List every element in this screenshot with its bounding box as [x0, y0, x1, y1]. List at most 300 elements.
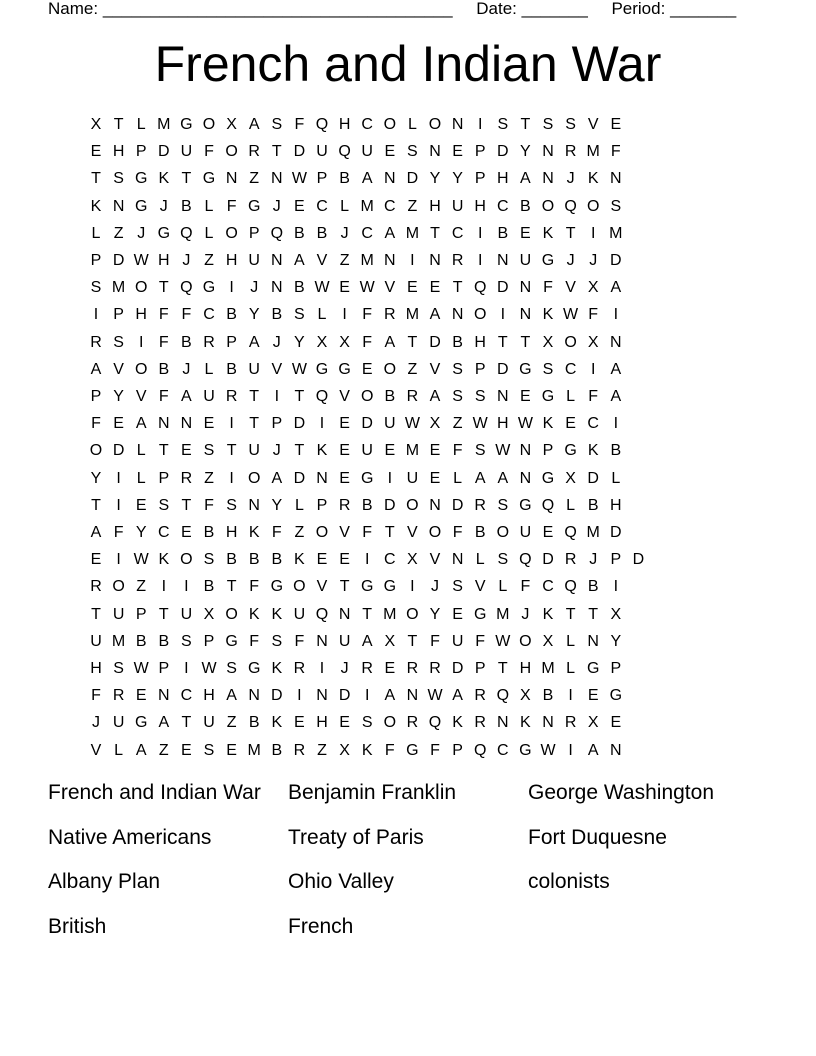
grid-letter[interactable]: A [610, 279, 622, 297]
grid-letter[interactable]: B [248, 551, 260, 569]
grid-letter[interactable]: E [339, 279, 350, 297]
grid-letter[interactable]: H [158, 252, 170, 269]
grid-letter[interactable]: T [181, 496, 192, 514]
grid-letter[interactable]: C [180, 687, 193, 705]
grid-letter[interactable]: E [181, 442, 192, 460]
grid-letter[interactable]: Q [564, 197, 577, 215]
grid-letter[interactable]: E [452, 143, 463, 161]
grid-letter[interactable]: B [226, 551, 237, 569]
grid-letter[interactable]: F [384, 741, 395, 759]
grid-letter[interactable]: L [498, 578, 508, 596]
grid-letter[interactable]: U [316, 143, 328, 161]
grid-letter[interactable]: K [542, 306, 554, 324]
date-blank[interactable]: _______ [521, 0, 588, 18]
grid-letter[interactable]: N [610, 741, 622, 759]
grid-letter[interactable]: X [90, 116, 102, 133]
grid-letter[interactable]: I [477, 116, 483, 133]
grid-letter[interactable]: E [361, 360, 373, 378]
grid-letter[interactable]: P [248, 224, 260, 242]
grid-letter[interactable]: F [249, 632, 260, 650]
grid-letter[interactable]: N [610, 170, 622, 188]
grid-letter[interactable]: W [495, 632, 511, 650]
grid-letter[interactable]: E [294, 714, 305, 732]
grid-letter[interactable]: N [429, 496, 441, 514]
grid-letter[interactable]: G [134, 197, 148, 215]
grid-letter[interactable]: O [293, 578, 306, 596]
grid-letter[interactable]: C [203, 306, 215, 324]
grid-letter[interactable]: G [225, 632, 238, 650]
grid-letter[interactable]: S [452, 388, 463, 405]
grid-letter[interactable]: P [158, 469, 170, 487]
grid-letter[interactable]: K [271, 605, 283, 623]
grid-letter[interactable]: B [497, 224, 509, 242]
grid-letter[interactable]: N [451, 116, 464, 133]
grid-letter[interactable]: N [587, 632, 599, 650]
grid-letter[interactable]: U [203, 714, 215, 732]
grid-letter[interactable]: B [248, 714, 260, 732]
grid-letter[interactable]: H [90, 660, 102, 677]
grid-letter[interactable]: O [473, 306, 487, 324]
grid-letter[interactable]: F [113, 524, 124, 541]
grid-letter[interactable]: S [203, 551, 215, 569]
grid-letter[interactable]: N [316, 687, 328, 705]
grid-letter[interactable]: E [587, 687, 599, 705]
grid-letter[interactable]: V [429, 551, 441, 569]
grid-letter[interactable]: N [451, 306, 464, 324]
grid-letter[interactable]: S [226, 496, 237, 514]
grid-letter[interactable]: U [248, 442, 260, 460]
grid-letter[interactable]: H [429, 197, 441, 215]
grid-letter[interactable]: E [181, 524, 192, 541]
grid-letter[interactable]: O [225, 605, 238, 623]
grid-letter[interactable]: L [204, 224, 214, 242]
grid-letter[interactable]: A [474, 469, 486, 487]
grid-letter[interactable]: A [452, 687, 463, 705]
grid-letter[interactable]: P [316, 170, 328, 188]
grid-letter[interactable]: T [113, 116, 124, 133]
grid-letter[interactable]: M [609, 224, 623, 242]
grid-letter[interactable]: V [474, 578, 486, 596]
grid-letter[interactable]: Q [519, 551, 532, 569]
grid-letter[interactable]: I [410, 578, 415, 596]
grid-letter[interactable]: Z [158, 741, 169, 759]
grid-letter[interactable]: I [568, 741, 573, 759]
grid-letter[interactable]: Y [248, 306, 260, 324]
grid-letter[interactable]: N [519, 442, 532, 460]
grid-letter[interactable]: D [112, 442, 125, 460]
grid-letter[interactable]: D [271, 687, 283, 705]
grid-letter[interactable]: E [316, 551, 328, 569]
grid-letter[interactable]: O [406, 496, 419, 514]
grid-letter[interactable]: Q [473, 741, 487, 759]
grid-letter[interactable]: R [564, 143, 577, 161]
grid-letter[interactable]: E [135, 687, 147, 705]
grid-letter[interactable]: N [271, 170, 283, 188]
grid-letter[interactable]: K [542, 415, 554, 433]
grid-letter[interactable]: D [542, 551, 554, 569]
grid-letter[interactable]: E [203, 415, 215, 433]
grid-letter[interactable]: N [542, 714, 554, 732]
grid-letter[interactable]: R [406, 388, 419, 405]
grid-letter[interactable]: L [566, 660, 576, 677]
grid-letter[interactable]: D [293, 469, 306, 487]
grid-letter[interactable]: B [587, 578, 599, 596]
grid-letter[interactable]: C [542, 578, 554, 596]
grid-letter[interactable]: Z [249, 170, 260, 188]
grid-letter[interactable]: V [316, 578, 328, 596]
grid-letter[interactable]: T [520, 333, 531, 351]
grid-letter[interactable]: D [361, 415, 373, 433]
grid-letter[interactable]: W [133, 551, 149, 569]
grid-letter[interactable]: O [586, 197, 600, 215]
grid-letter[interactable]: G [134, 170, 148, 188]
grid-letter[interactable]: M [360, 252, 374, 269]
grid-letter[interactable]: O [383, 360, 397, 378]
grid-letter[interactable]: H [225, 524, 238, 541]
grid-letter[interactable]: U [406, 469, 419, 487]
grid-letter[interactable]: B [181, 197, 192, 215]
grid-letter[interactable]: I [613, 578, 619, 596]
grid-letter[interactable]: V [407, 524, 418, 541]
grid-letter[interactable]: T [339, 578, 350, 596]
grid-letter[interactable]: F [294, 632, 305, 650]
grid-letter[interactable]: W [472, 415, 488, 433]
grid-letter[interactable]: S [452, 578, 463, 596]
grid-letter[interactable]: K [158, 551, 170, 569]
grid-letter[interactable]: D [158, 143, 170, 161]
grid-letter[interactable]: G [541, 252, 555, 269]
grid-letter[interactable]: R [293, 741, 306, 759]
grid-letter[interactable]: T [362, 605, 373, 623]
grid-letter[interactable]: L [475, 551, 485, 569]
grid-letter[interactable]: T [407, 333, 418, 351]
grid-letter[interactable]: S [474, 442, 486, 460]
grid-letter[interactable]: D [406, 170, 419, 188]
grid-letter[interactable]: O [383, 116, 397, 133]
grid-letter[interactable]: F [204, 496, 214, 514]
grid-letter[interactable]: P [474, 170, 486, 188]
grid-letter[interactable]: G [134, 714, 148, 732]
grid-letter[interactable]: A [294, 252, 305, 269]
grid-letter[interactable]: P [316, 496, 328, 514]
grid-letter[interactable]: F [475, 632, 486, 650]
grid-letter[interactable]: C [158, 524, 170, 541]
grid-letter[interactable]: A [135, 415, 147, 433]
grid-letter[interactable]: O [112, 578, 125, 596]
grid-letter[interactable]: X [565, 469, 576, 487]
grid-letter[interactable]: Q [564, 578, 577, 596]
grid-letter[interactable]: K [90, 197, 102, 215]
grid-letter[interactable]: E [181, 741, 192, 759]
grid-letter[interactable]: E [610, 714, 622, 732]
grid-letter[interactable]: N [180, 415, 193, 433]
grid-letter[interactable]: J [182, 252, 191, 269]
grid-letter[interactable]: N [112, 197, 125, 215]
grid-letter[interactable]: B [271, 741, 283, 759]
grid-letter[interactable]: K [452, 714, 463, 732]
grid-letter[interactable]: Z [204, 252, 214, 269]
grid-letter[interactable]: W [291, 170, 307, 188]
grid-letter[interactable]: S [226, 660, 237, 677]
grid-letter[interactable]: F [294, 116, 305, 133]
grid-letter[interactable]: U [519, 252, 532, 269]
grid-letter[interactable]: R [225, 388, 238, 405]
grid-letter[interactable]: T [407, 632, 418, 650]
grid-letter[interactable]: R [474, 714, 486, 732]
grid-letter[interactable]: I [138, 333, 144, 351]
grid-letter[interactable]: R [361, 660, 373, 677]
grid-letter[interactable]: G [609, 687, 623, 705]
grid-letter[interactable]: W [314, 279, 330, 297]
grid-letter[interactable]: I [319, 660, 325, 677]
grid-letter[interactable]: X [587, 333, 599, 351]
grid-letter[interactable]: A [271, 469, 283, 487]
grid-letter[interactable]: G [541, 388, 555, 405]
grid-letter[interactable]: V [271, 360, 283, 378]
grid-letter[interactable]: E [429, 279, 441, 297]
grid-letter[interactable]: Y [135, 524, 147, 541]
grid-letter[interactable]: E [339, 469, 350, 487]
grid-letter[interactable]: L [114, 741, 124, 759]
grid-letter[interactable]: F [249, 578, 260, 596]
grid-letter[interactable]: M [111, 632, 126, 650]
grid-letter[interactable]: S [497, 551, 509, 569]
grid-letter[interactable]: G [360, 578, 374, 596]
grid-letter[interactable]: B [271, 306, 283, 324]
grid-letter[interactable]: E [429, 469, 441, 487]
grid-letter[interactable]: Y [113, 388, 124, 405]
grid-letter[interactable]: S [610, 197, 622, 215]
grid-letter[interactable]: B [520, 197, 531, 215]
grid-letter[interactable]: E [339, 415, 350, 433]
grid-letter[interactable]: I [184, 578, 189, 596]
grid-letter[interactable]: L [566, 496, 576, 514]
grid-letter[interactable]: T [565, 224, 576, 242]
grid-letter[interactable]: L [611, 469, 621, 487]
grid-letter[interactable]: C [316, 197, 328, 215]
grid-letter[interactable]: R [293, 660, 306, 677]
grid-letter[interactable]: I [342, 306, 347, 324]
grid-letter[interactable]: W [404, 415, 420, 433]
grid-letter[interactable]: E [452, 605, 463, 623]
grid-letter[interactable]: N [248, 687, 260, 705]
grid-letter[interactable]: E [90, 551, 102, 569]
grid-letter[interactable]: F [588, 306, 599, 324]
grid-letter[interactable]: T [91, 496, 101, 514]
grid-letter[interactable]: O [202, 116, 216, 133]
grid-letter[interactable]: W [563, 306, 579, 324]
grid-letter[interactable]: B [271, 551, 283, 569]
grid-letter[interactable]: V [90, 741, 102, 759]
grid-letter[interactable]: V [339, 524, 350, 541]
grid-letter[interactable]: W [540, 741, 556, 759]
grid-letter[interactable]: D [451, 660, 464, 677]
grid-letter[interactable]: J [182, 360, 191, 378]
grid-letter[interactable]: R [90, 578, 102, 596]
grid-letter[interactable]: M [496, 605, 510, 623]
grid-letter[interactable]: G [564, 442, 577, 460]
grid-letter[interactable]: H [474, 197, 486, 215]
grid-letter[interactable]: O [564, 333, 577, 351]
grid-letter[interactable]: Z [294, 524, 305, 541]
grid-letter[interactable]: B [158, 360, 170, 378]
grid-letter[interactable]: F [181, 306, 192, 324]
grid-letter[interactable]: A [248, 116, 260, 133]
grid-letter[interactable]: R [406, 660, 419, 677]
grid-letter[interactable]: U [248, 252, 260, 269]
grid-letter[interactable]: T [384, 524, 395, 541]
grid-letter[interactable]: U [384, 415, 396, 433]
grid-letter[interactable]: R [180, 469, 193, 487]
grid-letter[interactable]: B [610, 442, 622, 460]
grid-letter[interactable]: R [90, 333, 102, 351]
grid-letter[interactable]: W [427, 687, 443, 705]
grid-letter[interactable]: J [250, 279, 259, 297]
grid-letter[interactable]: D [610, 252, 622, 269]
grid-letter[interactable]: D [497, 279, 509, 297]
grid-letter[interactable]: S [203, 741, 215, 759]
grid-letter[interactable]: T [91, 605, 101, 623]
grid-letter[interactable]: D [429, 333, 441, 351]
grid-letter[interactable]: O [225, 224, 238, 242]
grid-letter[interactable]: Z [407, 197, 418, 215]
grid-letter[interactable]: W [201, 660, 217, 677]
grid-letter[interactable]: W [133, 660, 149, 677]
grid-letter[interactable]: N [316, 469, 328, 487]
grid-letter[interactable]: H [225, 252, 238, 269]
grid-letter[interactable]: L [317, 306, 327, 324]
grid-letter[interactable]: B [384, 388, 396, 405]
grid-letter[interactable]: A [361, 170, 373, 188]
grid-letter[interactable]: E [407, 279, 418, 297]
grid-letter[interactable]: F [362, 306, 373, 324]
grid-letter[interactable]: U [338, 632, 351, 650]
grid-letter[interactable]: H [610, 496, 622, 514]
name-blank[interactable]: _____________________________________ [102, 0, 453, 18]
grid-letter[interactable]: U [180, 605, 193, 623]
grid-letter[interactable]: F [452, 442, 463, 460]
grid-letter[interactable]: N [429, 143, 441, 161]
grid-letter[interactable]: I [116, 469, 121, 487]
grid-letter[interactable]: L [91, 224, 101, 242]
grid-letter[interactable]: B [135, 632, 147, 650]
grid-letter[interactable]: O [383, 714, 397, 732]
grid-letter[interactable]: N [384, 252, 396, 269]
grid-letter[interactable]: S [271, 632, 283, 650]
grid-letter[interactable]: T [588, 605, 599, 623]
grid-letter[interactable]: X [407, 551, 418, 569]
grid-letter[interactable]: Q [180, 224, 193, 242]
grid-letter[interactable]: I [274, 388, 280, 405]
grid-letter[interactable]: L [566, 388, 576, 405]
grid-letter[interactable]: Q [180, 279, 193, 297]
grid-letter[interactable]: X [316, 333, 328, 351]
grid-letter[interactable]: Z [407, 360, 418, 378]
grid-letter[interactable]: G [338, 360, 351, 378]
grid-letter[interactable]: D [451, 496, 464, 514]
grid-letter[interactable]: N [271, 252, 283, 269]
grid-letter[interactable]: K [271, 714, 283, 732]
grid-letter[interactable]: H [519, 660, 532, 677]
grid-letter[interactable]: O [134, 360, 148, 378]
grid-letter[interactable]: U [361, 442, 373, 460]
grid-letter[interactable]: M [405, 224, 420, 242]
grid-letter[interactable]: H [316, 714, 328, 732]
grid-letter[interactable]: U [112, 605, 125, 623]
grid-letter[interactable]: N [158, 687, 170, 705]
grid-letter[interactable]: I [161, 578, 167, 596]
grid-letter[interactable]: A [90, 524, 102, 541]
grid-letter[interactable]: G [360, 469, 374, 487]
grid-letter[interactable]: P [135, 605, 147, 623]
grid-letter[interactable]: N [225, 170, 238, 188]
grid-letter[interactable]: O [406, 605, 419, 623]
grid-letter[interactable]: R [384, 306, 396, 324]
grid-letter[interactable]: F [520, 578, 531, 596]
grid-letter[interactable]: K [542, 224, 554, 242]
grid-letter[interactable]: D [497, 360, 509, 378]
grid-letter[interactable]: S [497, 116, 509, 133]
grid-letter[interactable]: G [519, 496, 532, 514]
grid-letter[interactable]: N [384, 170, 396, 188]
grid-letter[interactable]: Y [90, 469, 102, 487]
grid-letter[interactable]: I [116, 496, 121, 514]
grid-letter[interactable]: S [113, 170, 124, 188]
grid-letter[interactable]: V [316, 252, 328, 269]
grid-letter[interactable]: S [407, 143, 418, 161]
grid-letter[interactable]: G [247, 660, 261, 677]
grid-letter[interactable]: E [429, 442, 441, 460]
grid-letter[interactable]: E [135, 496, 147, 514]
grid-letter[interactable]: O [225, 143, 238, 161]
grid-letter[interactable]: N [451, 551, 464, 569]
grid-letter[interactable]: B [181, 333, 192, 351]
grid-letter[interactable]: X [339, 333, 350, 351]
grid-letter[interactable]: E [565, 415, 576, 433]
grid-letter[interactable]: X [226, 116, 237, 133]
grid-letter[interactable]: G [383, 578, 397, 596]
grid-letter[interactable]: O [360, 388, 374, 405]
grid-letter[interactable]: L [136, 442, 146, 460]
grid-letter[interactable]: H [338, 116, 351, 133]
grid-letter[interactable]: M [360, 197, 374, 215]
grid-letter[interactable]: F [226, 197, 237, 215]
grid-letter[interactable]: S [361, 714, 373, 732]
grid-letter[interactable]: N [497, 714, 509, 732]
grid-letter[interactable]: V [429, 360, 441, 378]
grid-letter[interactable]: Z [226, 714, 237, 732]
grid-letter[interactable]: I [387, 469, 393, 487]
grid-letter[interactable]: F [91, 415, 101, 433]
grid-letter[interactable]: J [137, 224, 146, 242]
grid-letter[interactable]: G [202, 170, 216, 188]
grid-letter[interactable]: B [542, 687, 554, 705]
grid-letter[interactable]: N [248, 496, 260, 514]
grid-letter[interactable]: S [181, 632, 192, 650]
grid-letter[interactable]: T [226, 578, 237, 596]
grid-letter[interactable]: Z [136, 578, 147, 596]
grid-letter[interactable]: E [542, 524, 554, 541]
grid-letter[interactable]: W [133, 252, 149, 269]
grid-letter[interactable]: A [248, 333, 260, 351]
grid-letter[interactable]: K [248, 605, 260, 623]
grid-letter[interactable]: N [429, 252, 441, 269]
grid-letter[interactable]: G [586, 660, 600, 677]
grid-letter[interactable]: O [247, 469, 261, 487]
grid-letter[interactable]: T [158, 442, 169, 460]
grid-letter[interactable]: Y [520, 143, 531, 161]
grid-letter[interactable]: T [565, 605, 576, 623]
